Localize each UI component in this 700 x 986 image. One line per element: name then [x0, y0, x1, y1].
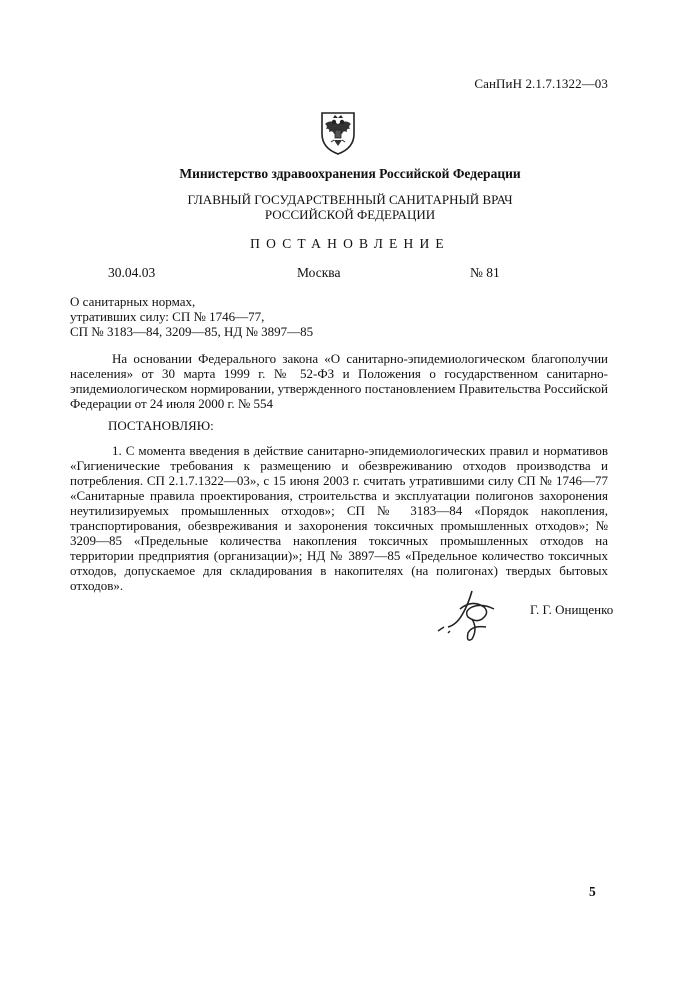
subject-line: О санитарных нормах, — [70, 294, 196, 309]
ministry-name: Министерство здравоохранения Российской Федерации — [179, 166, 521, 181]
issuer-line: ГЛАВНЫЙ ГОСУДАРСТВЕННЫЙ САНИТАРНЫЙ ВРАЧ — [187, 192, 513, 207]
subject-line: утративших силу: СП № 1746—77, — [70, 309, 265, 324]
decree-item-1 — [70, 443, 608, 593]
signer-name: Г. Г. Онищенко — [530, 602, 614, 617]
decree-word: ПОСТАНОВЛЯЮ: — [108, 418, 214, 433]
issuer-title — [0, 192, 700, 222]
page-number: 5 — [589, 884, 596, 899]
coat-of-arms-icon — [318, 110, 358, 156]
subject-line: СП № 3183—84, 3209—85, НД № 3897—85 — [70, 324, 314, 339]
document-number: № 81 — [470, 265, 500, 280]
document-code: СанПиН 2.1.7.1322—03 — [474, 76, 608, 91]
decree-item-text: 1. С момента введения в действие санитарно-эпидемиологических правил и нормативов «Гигиенические требования к размещению и обезвреживанию отходов производства и потребления. СП 2.1.7.1322—03», с 15 июня 2003 г. считать утратившими силу СП № 1746—77 «Санитарные правила проектирования, строительства и эксплуатации полигонов захоронения неутилизируемых промышленных отходов»; СП № 3183—84 «Порядок накопления, транспортирования, обезвреживания и захоронения токсичных промышленных отходов»; № 3209—85 «Предельные количества накопления токсичных промышленных отходов на территории предприятия (организации)»; НД № 3897—85 «Предельное количество токсичных отходов, допускаемое для складирования в накопителях (на полигонах) твердых бытовых отходов». — [70, 443, 608, 593]
basis-paragraph — [70, 351, 608, 411]
document-city: Москва — [297, 265, 341, 280]
document-subject — [70, 294, 313, 339]
document-title: ПОСТАНОВЛЕНИЕ — [250, 236, 450, 251]
issuer-line: РОССИЙСКОЙ ФЕДЕРАЦИИ — [264, 207, 436, 222]
document-date: 30.04.03 — [108, 265, 156, 280]
signature-icon — [432, 585, 524, 645]
basis-text: На основании Федерального закона «О санитарно-эпидемиологическом благополучии населения» от 30 марта 1999 г. № 52-ФЗ и Положения о государственном санитарно-эпидемиологическом нормировании, утвержденного постановлением Правительства Российской Федерации от 24 июля 2000 г. № 554 — [70, 351, 608, 411]
